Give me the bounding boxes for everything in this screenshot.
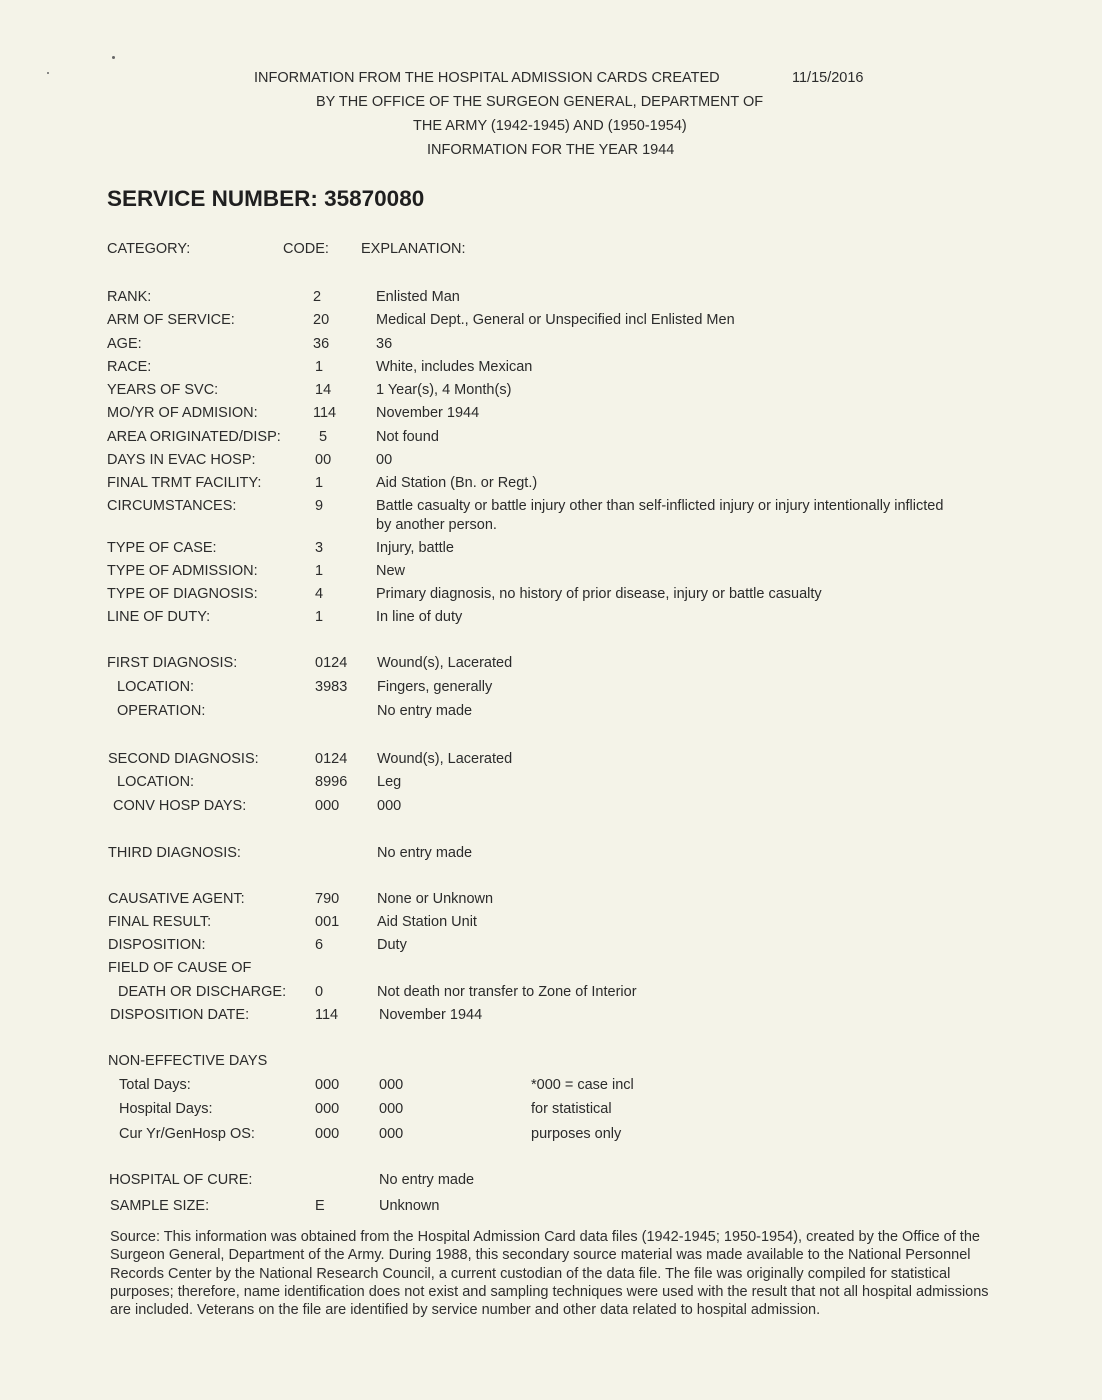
- row-category: SAMPLE SIZE:: [110, 1198, 210, 1214]
- row-explanation-continued: by another person.: [376, 517, 497, 533]
- row-code: 6: [315, 937, 324, 953]
- row-category: TYPE OF DIAGNOSIS:: [107, 586, 258, 602]
- row-category: OPERATION:: [117, 703, 206, 719]
- row-category: ARM OF SERVICE:: [107, 312, 235, 328]
- row-explanation: Duty: [377, 937, 407, 953]
- row-explanation: November 1944: [379, 1007, 483, 1023]
- row-explanation: 36: [376, 336, 393, 352]
- row-code: 5: [319, 429, 328, 445]
- row-code: 1: [315, 609, 324, 625]
- row-code: 2: [313, 289, 322, 305]
- row-code: 0: [315, 984, 324, 1000]
- row-code: 1: [315, 475, 324, 491]
- row-explanation: Leg: [377, 774, 402, 790]
- row-code: 000: [315, 1077, 340, 1093]
- row-code: 000: [315, 1126, 340, 1142]
- row-explanation: Injury, battle: [376, 540, 454, 556]
- row-explanation: In line of duty: [376, 609, 463, 625]
- row-explanation: Unknown: [379, 1198, 440, 1214]
- row-explanation: 000: [379, 1077, 404, 1093]
- row-explanation: Aid Station Unit: [377, 914, 477, 930]
- row-category: SECOND DIAGNOSIS:: [108, 751, 259, 767]
- row-explanation: No entry made: [377, 703, 473, 719]
- row-category: RANK:: [107, 289, 152, 305]
- row-explanation: Not death nor transfer to Zone of Interior: [377, 984, 637, 1000]
- row-category: FIRST DIAGNOSIS:: [107, 655, 238, 671]
- row-category: HOSPITAL OF CURE:: [109, 1172, 253, 1188]
- row-category: Cur Yr/GenHosp OS:: [119, 1126, 255, 1142]
- created-date: 11/15/2016: [792, 70, 864, 86]
- row-explanation: 000: [379, 1101, 404, 1117]
- row-code: 114: [315, 1007, 339, 1023]
- row-category: CONV HOSP DAYS:: [113, 798, 247, 814]
- row-explanation: Medical Dept., General or Unspecified incl Enlisted Men: [376, 312, 735, 328]
- row-category: YEARS OF SVC:: [107, 382, 219, 398]
- row-category: RACE:: [107, 359, 152, 375]
- scan-speck: [47, 72, 49, 74]
- row-code: 36: [313, 336, 330, 352]
- row-code: 9: [315, 498, 324, 514]
- row-category: FINAL RESULT:: [108, 914, 212, 930]
- row-code: 790: [315, 891, 340, 907]
- row-explanation: None or Unknown: [377, 891, 494, 907]
- row-explanation: Aid Station (Bn. or Regt.): [376, 475, 538, 491]
- row-code: 000: [315, 1101, 340, 1117]
- row-explanation: 000: [377, 798, 402, 814]
- header-line-2: BY THE OFFICE OF THE SURGEON GENERAL, DEPARTMENT OF: [316, 94, 764, 110]
- row-explanation: 00: [376, 452, 393, 468]
- row-code: 0124: [315, 751, 348, 767]
- row-category: LOCATION:: [117, 774, 195, 790]
- row-explanation: Wound(s), Lacerated: [377, 751, 513, 767]
- row-note: for statistical: [531, 1101, 612, 1117]
- row-explanation: No entry made: [379, 1172, 475, 1188]
- row-code: 1: [315, 359, 324, 375]
- row-code: 20: [313, 312, 330, 328]
- category-column-header: CATEGORY:: [107, 241, 191, 257]
- row-code: 001: [315, 914, 340, 930]
- header-line-3: THE ARMY (1942-1945) AND (1950-1954): [413, 118, 687, 134]
- row-code: 000: [315, 798, 340, 814]
- header-line-1: INFORMATION FROM THE HOSPITAL ADMISSION CARDS CREATED: [254, 70, 720, 86]
- row-explanation: No entry made: [377, 845, 473, 861]
- row-code: E: [315, 1198, 325, 1214]
- source-note: Source: This information was obtained from the Hospital Admission Card data files (1942-1945; 1950-1954), created by the Office of the Surgeon General, Department of the Army. During 1988, this secondary source material was made available to the National Personnel Records Center by the National Research Council, a current custodian of the data file. The file was originally compiled for statistical purposes; therefore, name identification does not exist and sampling techniques were used with the result that not all hospital admissions are included. Veterans on the file are identified by service number and other data related to hospital admission.: [110, 1229, 989, 1319]
- row-category: TYPE OF CASE:: [107, 540, 217, 556]
- row-category: Total Days:: [119, 1077, 191, 1093]
- row-category: THIRD DIAGNOSIS:: [108, 845, 241, 861]
- row-explanation: November 1944: [376, 405, 480, 421]
- row-explanation: Not found: [376, 429, 439, 445]
- row-category: TYPE OF ADMISSION:: [107, 563, 258, 579]
- row-code: 8996: [315, 774, 348, 790]
- row-category: AGE:: [107, 336, 142, 352]
- row-category: DEATH OR DISCHARGE:: [118, 984, 287, 1000]
- row-category: AREA ORIGINATED/DISP:: [107, 429, 281, 445]
- row-category: DAYS IN EVAC HOSP:: [107, 452, 256, 468]
- row-category: LINE OF DUTY:: [107, 609, 211, 625]
- row-code: 00: [315, 452, 332, 468]
- row-explanation: White, includes Mexican: [376, 359, 533, 375]
- row-category: FINAL TRMT FACILITY:: [107, 475, 262, 491]
- row-explanation: Primary diagnosis, no history of prior disease, injury or battle casualty: [376, 586, 822, 602]
- row-category: Hospital Days:: [119, 1101, 213, 1117]
- service-number: SERVICE NUMBER: 35870080: [107, 186, 425, 211]
- row-code: 1: [315, 563, 324, 579]
- row-category: FIELD OF CAUSE OF: [108, 960, 252, 976]
- explanation-column-header: EXPLANATION:: [361, 241, 466, 257]
- code-column-header: CODE:: [283, 241, 329, 257]
- row-note: *000 = case incl: [531, 1077, 634, 1093]
- row-explanation: Fingers, generally: [377, 679, 493, 695]
- scan-speck: [112, 56, 115, 59]
- row-category: DISPOSITION:: [108, 937, 206, 953]
- row-explanation: Wound(s), Lacerated: [377, 655, 513, 671]
- row-code: 3983: [315, 679, 348, 695]
- row-explanation: 1 Year(s), 4 Month(s): [376, 382, 512, 398]
- row-category: CAUSATIVE AGENT:: [108, 891, 245, 907]
- row-category: DISPOSITION DATE:: [110, 1007, 250, 1023]
- row-category: CIRCUMSTANCES:: [107, 498, 237, 514]
- row-explanation: New: [376, 563, 406, 579]
- row-code: 114: [313, 405, 337, 421]
- row-category: MO/YR OF ADMISION:: [107, 405, 258, 421]
- row-code: 3: [315, 540, 324, 556]
- row-code: 4: [315, 586, 324, 602]
- row-category: NON-EFFECTIVE DAYS: [108, 1053, 268, 1069]
- row-code: 14: [315, 382, 332, 398]
- header-line-4: INFORMATION FOR THE YEAR 1944: [427, 142, 675, 158]
- row-category: LOCATION:: [117, 679, 195, 695]
- row-code: 0124: [315, 655, 348, 671]
- row-explanation: Enlisted Man: [376, 289, 460, 305]
- row-note: purposes only: [531, 1126, 622, 1142]
- row-explanation: Battle casualty or battle injury other than self-inflicted injury or injury intentionally inflicted: [376, 498, 944, 514]
- row-explanation: 000: [379, 1126, 404, 1142]
